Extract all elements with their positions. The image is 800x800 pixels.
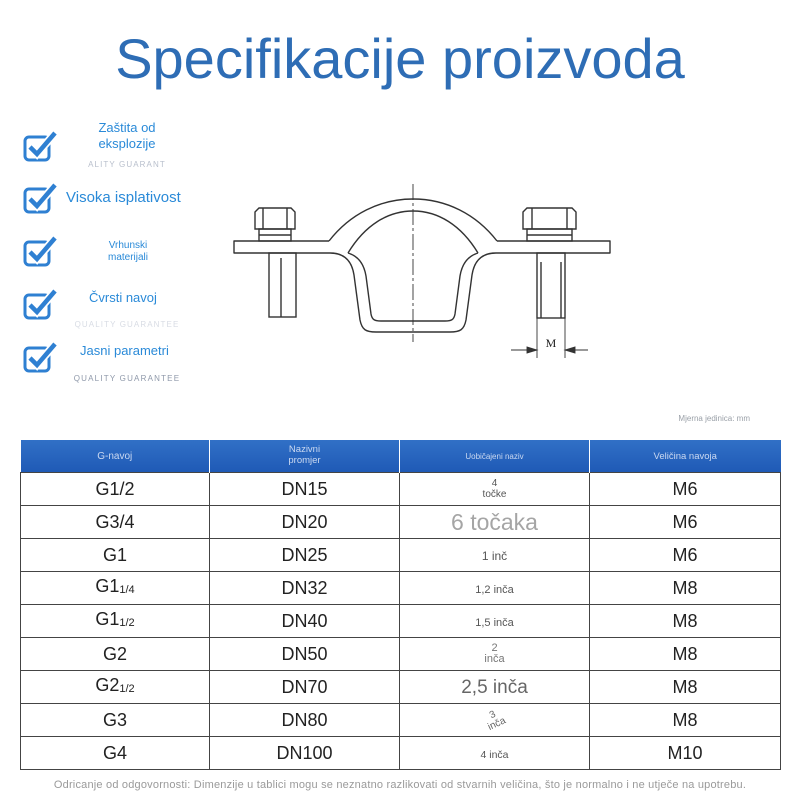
- table-cell-thread: [21, 506, 210, 539]
- page-title: Specifikacije proizvoda: [115, 27, 685, 90]
- table-cell-nominal: DN50: [210, 638, 400, 671]
- table-cell-common-name: [400, 506, 590, 539]
- table-cell-thread-size: M6: [590, 506, 781, 539]
- table-cell-thread-size: M10: [590, 737, 781, 770]
- common-name-value: 6 točaka: [451, 508, 538, 535]
- table-cell-thread-size: M6: [590, 539, 781, 572]
- table-cell-nominal: DN32: [210, 572, 400, 605]
- table-row: [21, 605, 781, 638]
- table-cell-thread: [21, 473, 210, 506]
- feature-label-strong-thread: Čvrsti navoj: [89, 290, 157, 305]
- header-thread-size: Veličina navoja: [590, 440, 781, 473]
- table-cell-thread-size: M8: [590, 704, 781, 737]
- table-cell-common-name: [400, 638, 590, 671]
- table-cell-thread: [21, 638, 210, 671]
- table-header-row: [21, 440, 781, 473]
- table-cell-common-name: [400, 539, 590, 572]
- feature-label-explosion-protection: Zaštita od eksplozije: [98, 120, 156, 151]
- table-cell-common-name: [400, 737, 590, 770]
- disclaimer-text: Odricanje od odgovornosti: Dimenzije u tablici mogu se neznatno razlikovati od stvarnih veličina, što je normalno i ne utječe na upotrebu.: [53, 779, 747, 791]
- thread-value: G1: [95, 609, 120, 629]
- left-flange: [234, 241, 330, 253]
- table-row: [21, 671, 781, 704]
- table-cell-thread: [21, 737, 210, 770]
- table-row: [21, 539, 781, 572]
- thread-value: G4: [102, 743, 127, 763]
- table-cell-thread-size: M8: [590, 605, 781, 638]
- feature-caption: QUALITY GUARANTEE: [73, 374, 181, 383]
- thread-value: G1: [95, 576, 120, 596]
- thread-value: G2: [102, 644, 127, 664]
- table-cell-nominal: DN40: [210, 605, 400, 638]
- spec-table: [20, 440, 781, 770]
- arrow-right-icon: [527, 347, 537, 353]
- table-row: [21, 473, 781, 506]
- feature-label-clear-parameters: Jasni parametri: [80, 343, 169, 358]
- table-cell-common-name: [400, 605, 590, 638]
- table-cell-nominal: DN20: [210, 506, 400, 539]
- dimension-label: M: [545, 336, 557, 350]
- table-cell-common-name: [400, 671, 590, 704]
- feature-caption: ALITY GUARANT: [88, 160, 166, 169]
- common-name-value: 1 inč: [481, 549, 508, 563]
- table-cell-nominal: DN100: [210, 737, 400, 770]
- feature-caption: QUALITY GUARANTEE: [74, 320, 180, 329]
- right-bolt: [523, 208, 576, 318]
- feature-label-cost-effective: Visoka isplativost: [66, 189, 181, 206]
- table-cell-common-name: [400, 704, 590, 737]
- table-cell-nominal: DN25: [210, 539, 400, 572]
- header-thread: G-navoj: [21, 440, 210, 473]
- thread-value: G3/4: [95, 512, 135, 532]
- thread-value: G1/2: [95, 479, 135, 499]
- header-common-name: Uobičajeni naziv: [400, 440, 590, 473]
- thread-fraction: 1/2: [119, 683, 135, 695]
- table-cell-common-name: [400, 473, 590, 506]
- common-name-value: 3 inča: [485, 708, 508, 733]
- table-cell-thread-size: M8: [590, 638, 781, 671]
- common-name-value: 1,2 inča: [475, 583, 514, 596]
- table-row: [21, 572, 781, 605]
- table-cell-thread: [21, 539, 210, 572]
- table-cell-thread-size: M8: [590, 671, 781, 704]
- header-label: Nazivni promjer: [288, 444, 321, 466]
- table-cell-nominal: DN15: [210, 473, 400, 506]
- common-name-value: 4 inča: [480, 748, 509, 761]
- common-name-value: 1,5 inča: [475, 616, 514, 629]
- table-cell-thread: [21, 605, 210, 638]
- thread-value: G1: [102, 545, 127, 565]
- common-name-value: 2 inča: [484, 642, 505, 665]
- thread-fraction: 1/2: [119, 617, 135, 629]
- right-flange: [496, 241, 610, 253]
- header-nominal-diameter: [210, 440, 400, 473]
- table-cell-nominal: DN80: [210, 704, 400, 737]
- table-cell-common-name: [400, 572, 590, 605]
- table-cell-thread: [21, 671, 210, 704]
- table-cell-thread-size: M6: [590, 473, 781, 506]
- feature-label-premium-materials: Vrhunski materijali: [107, 240, 148, 263]
- table-cell-thread: [21, 704, 210, 737]
- table-row: [21, 506, 781, 539]
- arrow-left-icon: [565, 347, 575, 353]
- left-bolt: [255, 208, 296, 317]
- table-cell-nominal: DN70: [210, 671, 400, 704]
- table-cell-thread-size: M8: [590, 572, 781, 605]
- table-row: [21, 638, 781, 671]
- common-name-value: 4 točke: [482, 478, 507, 500]
- thread-fraction: 1/4: [119, 584, 135, 596]
- common-name-value: 2,5 inča: [461, 676, 528, 698]
- thread-value: G2: [95, 675, 120, 695]
- thread-value: G3: [102, 710, 127, 730]
- table-row: [21, 737, 781, 770]
- unit-note: Mjerna jedinica: mm: [678, 414, 750, 423]
- table-row: [21, 704, 781, 737]
- table-cell-thread: [21, 572, 210, 605]
- thread-dimension: [511, 318, 588, 358]
